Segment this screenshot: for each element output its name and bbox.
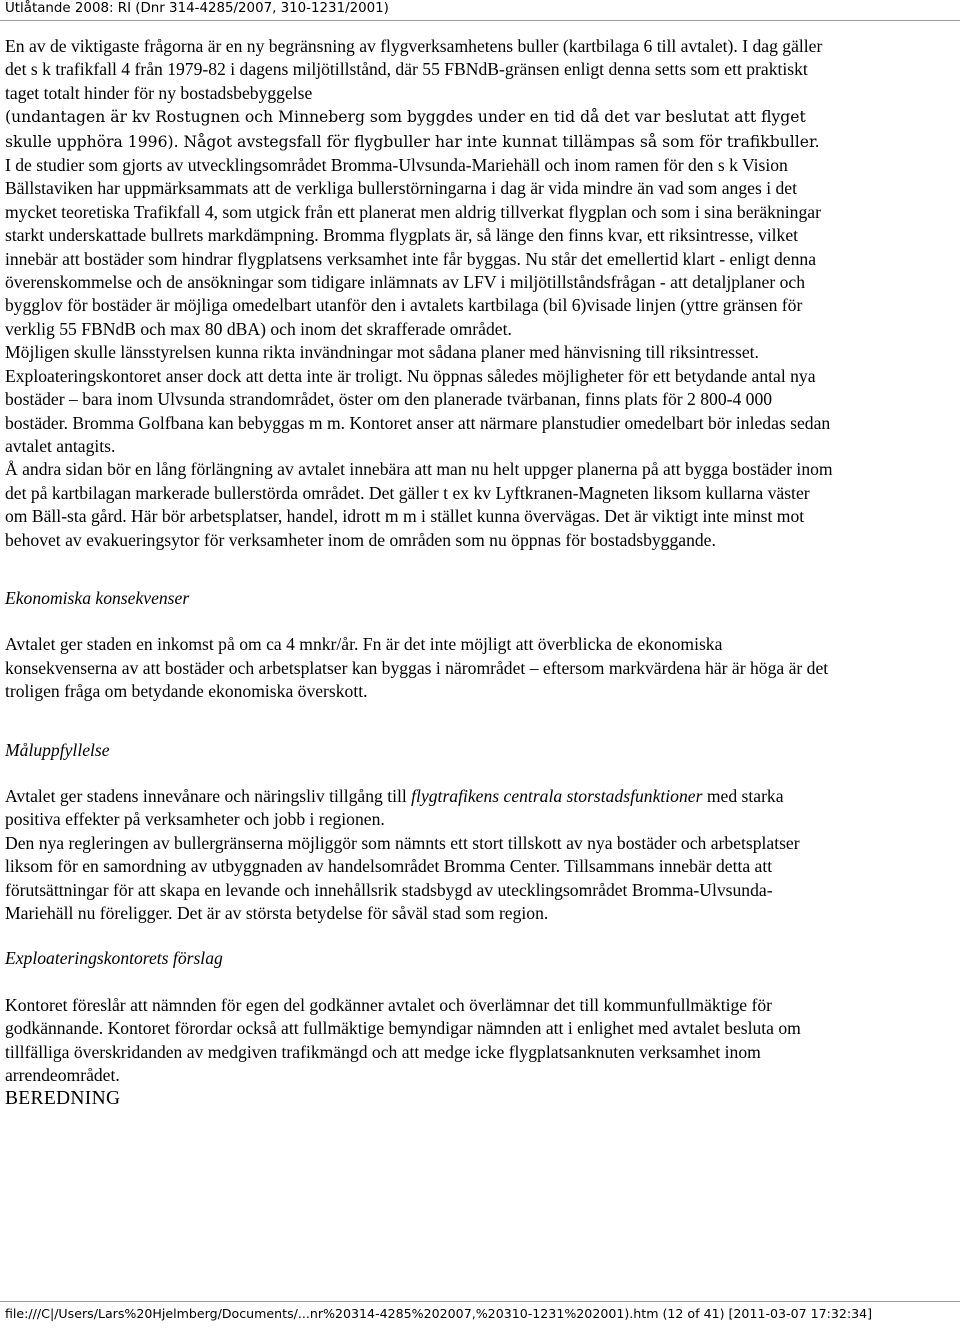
- heading-preparation: BEREDNING: [5, 1088, 121, 1110]
- paragraph-proposal: Kontoret föreslår att nämnden för egen del godkänner avtalet och överlämnar det till kommunfullmäktige för godkännande. Kontoret förordar också att fullmäktige bemyndigar nämnden att i enlighet med avtalet besluta om tillfälliga överskridanden av medgiven trafikmängd och att medge icke flygplatsanknuten verksamhet inom arrendeområdet.: [5, 994, 801, 1086]
- paragraph-text-continued: (undantagen är kv Rostugnen och Minneberg som byggdes under en tid då det var beslutat att flyget skulle upphöra 1996). Något avstegsfall för flygbuller har inte kunnat tillämpas så som för trafikbuller.: [5, 108, 820, 151]
- paragraph-extension: Å andra sidan bör en lång förlängning av avtalet innebära att man nu helt uppger planerna på att bygga bostäder inom det på kartbilagan markerade bullerstörda området. Det gäller t ex kv Lyftkranen-Magneten liksom kullarna väster om Bäll-sta gård. Här bör arbetsplatser, handel, idrott m m i stället kunna övervägas. Det är viktigt inte minst mot behovet av evakueringsytor för verksamheter inom de områden som nu öppnas för bostadsbyggande.: [5, 459, 833, 550]
- paragraph-flight-noise-intro: [5, 35, 835, 154]
- paragraph-text: Avtalet ger stadens innevånare och näringsliv tillgång till: [5, 785, 412, 806]
- document-body: [5, 35, 835, 1111]
- document-footer-path: file:///C|/Users/Lars%20Hjelmberg/Documents/...nr%20314-4285%202007,%20310-1231%202001).htm (12 of 41) [2011-03-07 17:32:34]: [5, 1306, 873, 1321]
- paragraph-goal-1: [5, 785, 835, 832]
- paragraph-goal-2: Den nya regleringen av bullergränserna möjliggör som nämnts ett stort tillskott av nya bostäder och arbetsplatser liksom för en samordning av utbyggnaden av handelsområdet Bromma Center. Tillsammans innebär detta att förutsättningar för att skapa en levande och innehållsrik stadsbygd av utecklingsområdet Bromma-Ulvsunda-Mariehäll nu föreligger. Det är av största betydelse för såväl stad som region.: [5, 832, 800, 923]
- paragraph-text: med starka positiva effekter på verksamheter och jobb i regionen.: [5, 785, 784, 830]
- footer-divider: [0, 1301, 960, 1302]
- paragraph-economic: Avtalet ger staden en inkomst på om ca 4 mnkr/år. Fn är det inte möjligt att överblicka de ekonomiska konsekvenserna av att bostäder och arbetsplatser kan byggas i närområdet – eftersom markvärdena här är höga är det troligen fråga om betydande ekonomiska överskott.: [5, 634, 829, 702]
- document-header-title: Utlåtande 2008: RI (Dnr 314-4285/2007, 310-1231/2001): [5, 1, 389, 16]
- heading-office-proposal: Exploateringskontorets förslag: [5, 948, 223, 969]
- paragraph-county-board: Möjligen skulle länsstyrelsen kunna rikta invändningar mot sådana planer med hänvisning till riksintresset. Exploateringskontoret anser dock att detta inte är troligt. Nu öppnas således möjligheter för ett betydande antal nya bostäder – bara inom Ulvsunda strandområdet, öster om den planerade tvärbanan, finns plats för 2 800-4 000 bostäder. Bromma Golfbana kan bebyggas m m. Kontoret anser att närmare planstudier omedelbart bör inledas sedan avtalet antagits.: [5, 342, 831, 456]
- header-divider: [0, 20, 960, 21]
- heading-economic-consequences: Ekonomiska konsekvenser: [5, 587, 190, 608]
- paragraph-studies: I de studier som gjorts av utvecklingsområdet Bromma-Ulvsunda-Mariehäll och inom ramen för den s k Vision Bällstaviken har uppmärksammats att de verkliga bullerstörningarna i dag är vida mindre än vad som anges i det mycket teoretiska Trafikfall 4, som utgick från ett planerat men aldrig tillverkat flygplan och som i sina beräkningar starkt underskattade bullrets markdämpning. Bromma flygplats är, så länge den finns kvar, ett riksintresse, vilket innebär att bostäder som hindrar flygplatsens verksamhet inte får byggas. Nu står det emellertid klart - enligt denna överenskommelse och de ansökningar som tidigare inlämnats av LFV i miljötillståndsfrågan - att detaljplaner och bygglov för bostäder är möjliga omedelbart utanför den i avtalets kartbilaga (bil 6)visade linjen (yttre gränsen för verklig 55 FBNdB och max 80 dBA) och inom det skrafferade området.: [5, 155, 821, 339]
- heading-goal-fulfilment: Måluppfyllelse: [5, 739, 110, 760]
- emphasis-text: flygtrafikens centrala storstadsfunktioner: [411, 785, 703, 806]
- paragraph-text: En av de viktigaste frågorna är en ny begränsning av flygverksamhetens buller (kartbilaga 6 till avtalet). I dag gäller det s k trafikfall 4 från 1979-82 i dagens miljötillstånd, där 55 FBNdB-gränsen enligt denna setts som ett praktiskt taget totalt hinder för ny bostadsbebyggelse: [5, 36, 823, 103]
